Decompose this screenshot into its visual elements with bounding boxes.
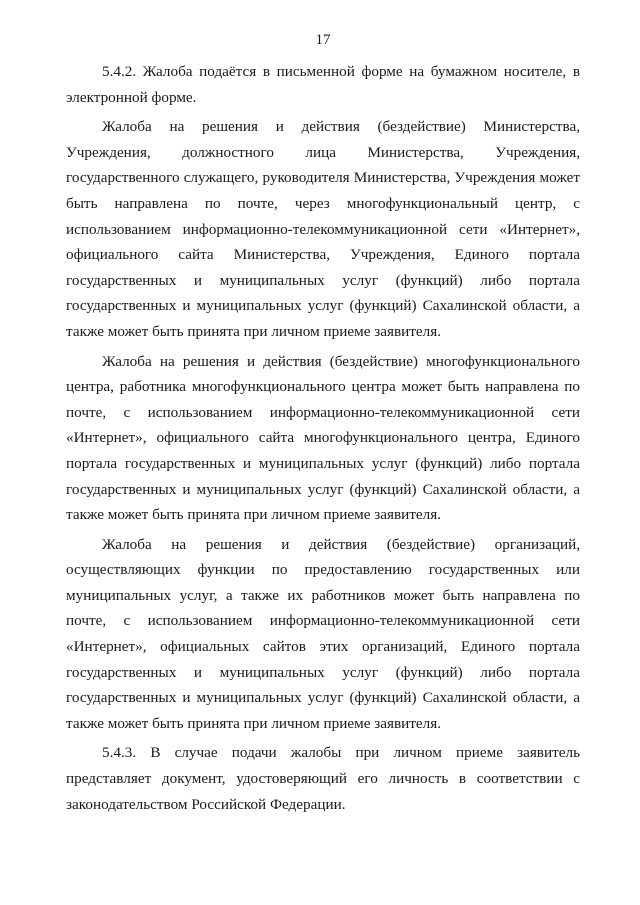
page-number: 17: [315, 32, 331, 48]
paragraph-complaint-ministry: Жалоба на решения и действия (бездействие) Министерства, Учреждения, должностного лица Министерства, Учреждения, государственного служащего, руководителя Министерства, Учреждения может быть направлена по почте, через многофункциональный центр, с использованием информационно-телекоммуникационной сети «Интернет», официального сайта Министерства, Учреждения, Единого портала государственных и муниципальных услуг (функций) либо портала государственных и муниципальных услуг (функций) Сахалинской области, а также может быть принята при личном приеме заявителя.: [66, 118, 580, 340]
paragraph-complaint-organizations: Жалоба на решения и действия (бездействие) организаций, осуществляющих функции по предоставлению государственных или муниципальных услуг, а также их работников может быть направлена по почте, с использованием информационно-телекоммуникационной сети «Интернет», официальных сайтов этих организаций, Единого портала государственных и муниципальных услуг (функций) либо портала государственных и муниципальных услуг (функций) Сахалинской области, а также может быть принята при личном приеме заявителя.: [66, 535, 580, 732]
paragraph-complaint-mfc: Жалоба на решения и действия (бездействие) многофункционального центра, работника многофункционального центра может быть направлена по почте, с использованием информационно-телекоммуникационной сети «Интернет», официального сайта многофункционального центра, Единого портала государственных и муниципальных услуг (функций) либо портала государственных и муниципальных услуг (функций) Сахалинской области, а также может быть принята при личном приеме заявителя.: [66, 352, 580, 524]
paragraph-5-4-2: 5.4.2. Жалоба подаётся в письменной форме на бумажном носителе, в электронной форме.: [66, 63, 580, 106]
paragraph-5-4-3: 5.4.3. В случае подачи жалобы при личном приеме заявитель представляет документ, удостоверяющий его личность в соответствии с законодательством Российской Федерации.: [66, 744, 580, 813]
